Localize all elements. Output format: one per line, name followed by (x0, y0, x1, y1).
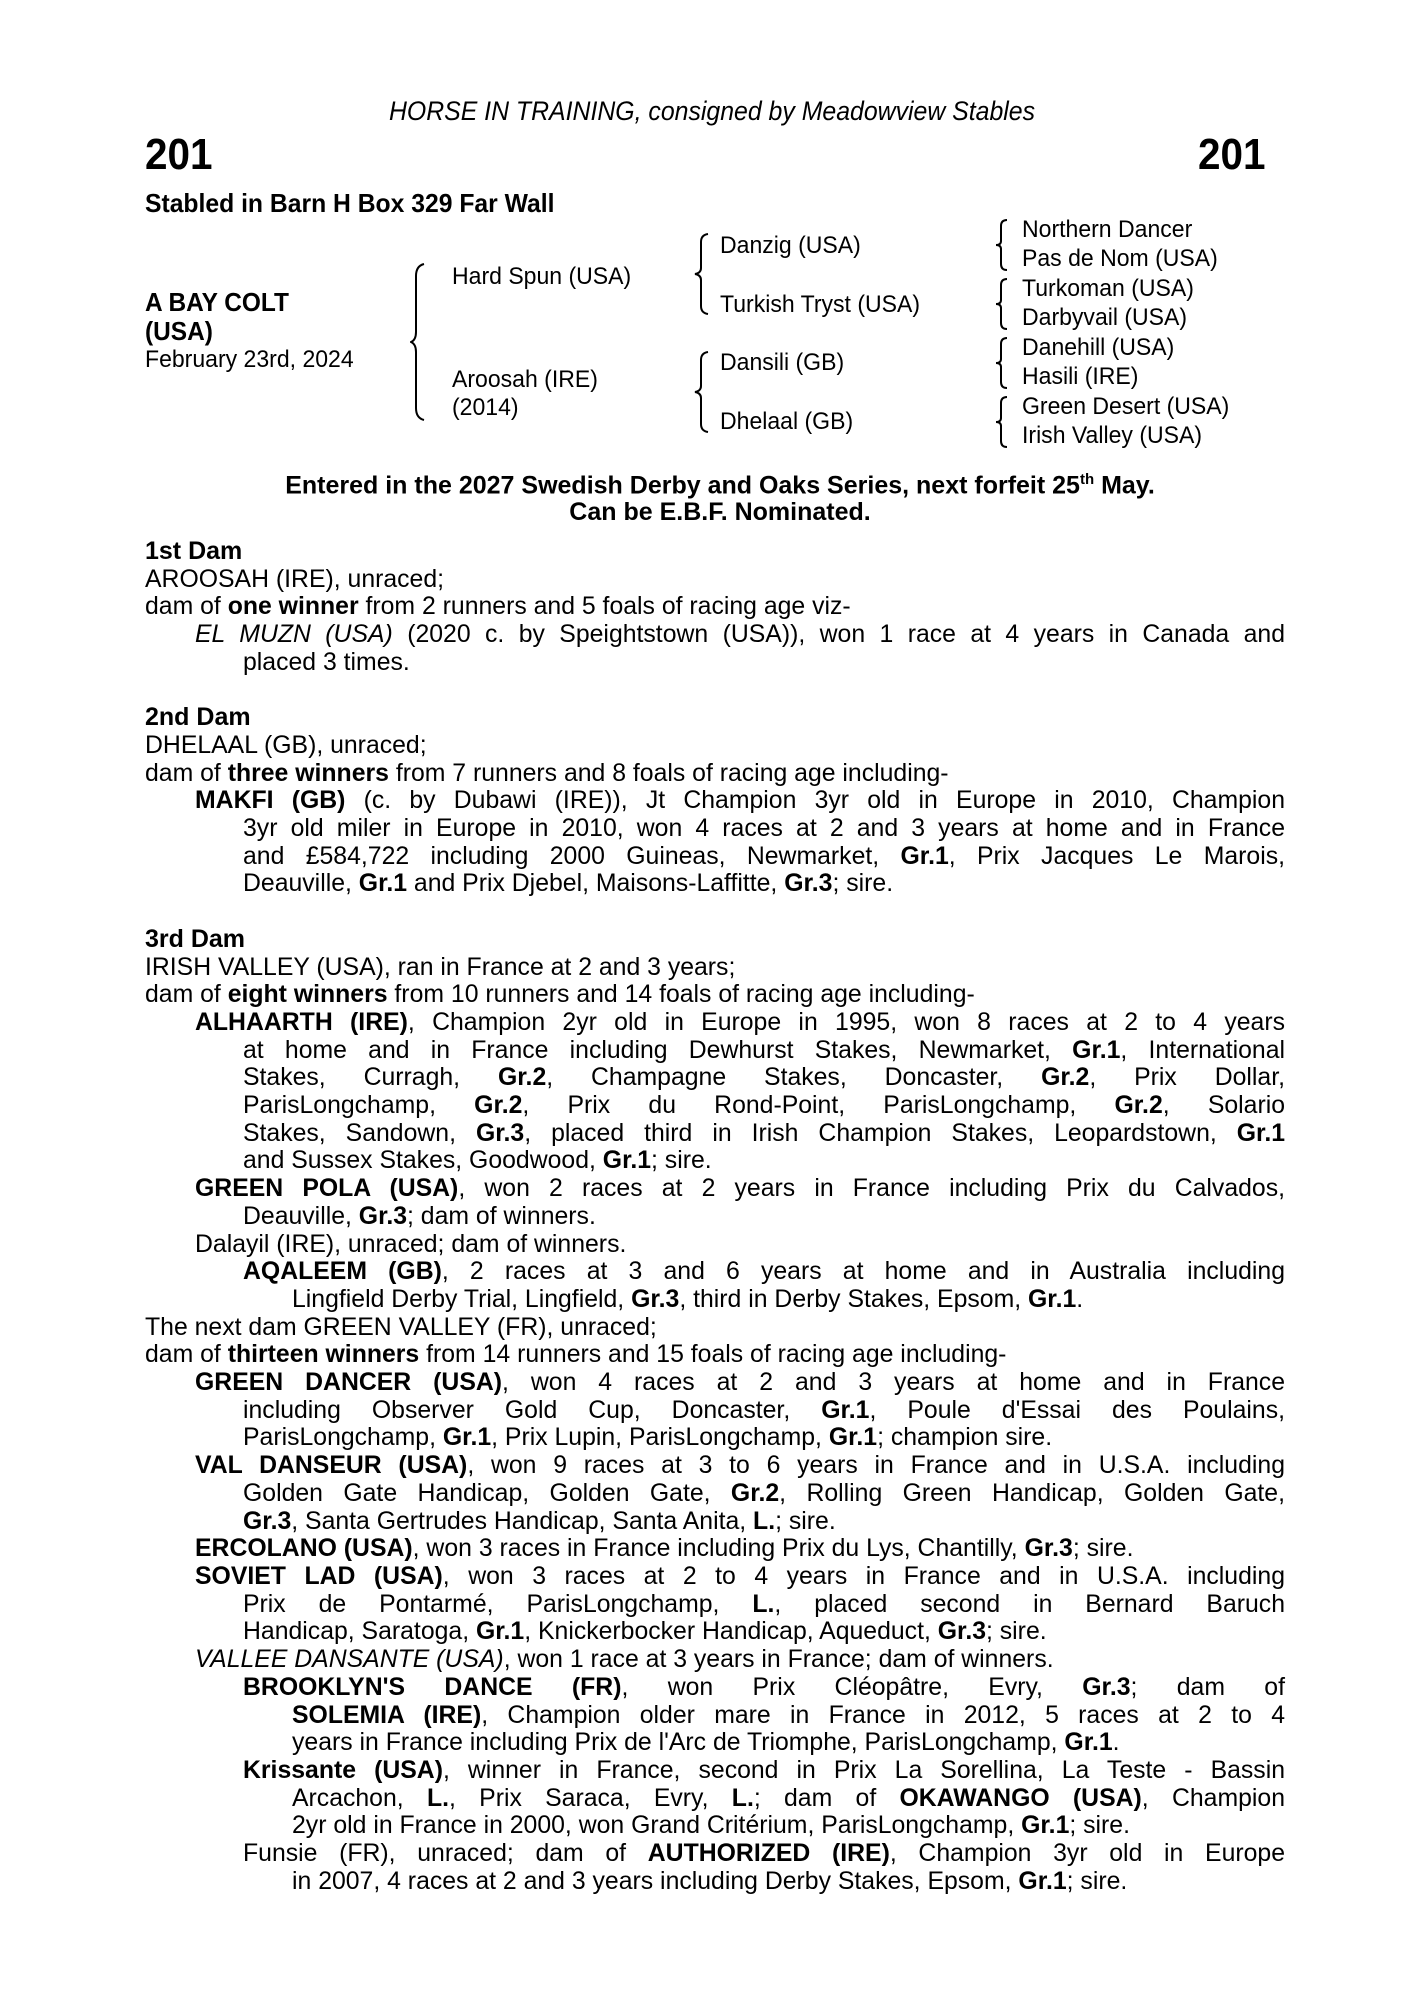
dam3-line (145, 1147, 1285, 1175)
text-run: dam of (145, 981, 228, 1009)
dam3-line (145, 1092, 1285, 1120)
text-run: ; sire. (1066, 1867, 1128, 1895)
bold-text: AQALEEM (GB) (243, 1258, 442, 1286)
text-run: , Rolling Green Handicap, Golden Gate, (779, 1479, 1285, 1507)
nextdam-line (145, 1757, 1285, 1785)
bold-text: L. (753, 1507, 776, 1535)
dam2-line (145, 787, 1285, 815)
text-run: , Champion 3yr old in Europe (889, 1840, 1285, 1868)
bold-text: Gr.1 (1021, 1812, 1070, 1840)
text-run: Deauville, (243, 1202, 359, 1230)
pedigree-dam-dam: Dhelaal (GB) (720, 408, 854, 435)
section-heading-3rd-dam: 3rd Dam (145, 924, 246, 953)
bold-text: Gr.1 (1236, 1119, 1285, 1147)
text-run: from 7 runners and 8 foals of racing age including- (388, 759, 949, 787)
text-run: in 2007, 4 races at 2 and 3 years including Derby Stakes, Epsom, (292, 1867, 1019, 1895)
bold-text: Gr.2 (730, 1479, 780, 1507)
nextdam-line (145, 1397, 1285, 1425)
text-run: (c. by Dubawi (IRE)), Jt Champion 3yr old in Europe in 2010, Champion (345, 787, 1285, 815)
text-run: , won 3 races at 2 to 4 years in France and in U.S.A. including (442, 1562, 1285, 1590)
dam2-line (145, 843, 1285, 871)
text-run: from 14 runners and 15 foals of racing age including- (419, 1341, 1007, 1369)
text-run: , Prix Dollar, (1089, 1064, 1285, 1092)
bold-text: Gr.3 (784, 870, 833, 898)
text-run: , Champion 2yr old in Europe in 1995, won 8 races at 2 to 4 years (407, 1008, 1286, 1036)
bold-text: ERCOLANO (USA) (195, 1535, 413, 1563)
pedigree-dam: Aroosah (IRE) (452, 366, 598, 393)
text-run: , Champion (1141, 1784, 1285, 1812)
bold-text: Gr.3 (937, 1618, 986, 1646)
dam2-line: DHELAAL (GB), unraced; (145, 731, 427, 759)
text-run: Stakes, Curragh, (243, 1064, 498, 1092)
text-run: Golden Gate Handicap, Golden Gate, (243, 1479, 731, 1507)
section-heading-2nd-dam: 2nd Dam (145, 703, 251, 732)
bold-text: Gr.3 (631, 1285, 680, 1313)
text-run: ; sire. (651, 1147, 712, 1175)
text-run: including Observer Gold Cup, Doncaster, (243, 1396, 822, 1424)
bold-text: Gr.1 (475, 1618, 525, 1646)
dam3-line (145, 1120, 1285, 1148)
text-run: , Poule d'Essai des Poulains, (869, 1396, 1285, 1424)
horse-country: (USA) (145, 316, 213, 346)
bold-text: thirteen winners (227, 1341, 420, 1369)
text-run: , placed third in Irish Champion Stakes, Leopardstown, (524, 1119, 1237, 1147)
bold-text: Gr.1 (828, 1424, 878, 1452)
text-run: , Champagne Stakes, Doncaster, (546, 1064, 1042, 1092)
text-run: , Santa Gertrudes Handicap, Santa Anita, (291, 1507, 754, 1535)
text-run: Lingfield Derby Trial, Lingfield, (292, 1285, 632, 1313)
dam2-line (145, 870, 1285, 898)
text-run: and Prix Djebel, Maisons-Laffitte, (407, 870, 785, 898)
bold-text: Gr.1 (1064, 1729, 1113, 1757)
text-run: , 2 races at 3 and 6 years at home and in Australia including (441, 1258, 1285, 1286)
pedigree-g3-6: Hasili (IRE) (1022, 363, 1139, 390)
text-run: ; sire. (1072, 1535, 1134, 1563)
pedigree-g3-7: Green Desert (USA) (1022, 393, 1230, 420)
text-run: ParisLongchamp, (243, 1092, 475, 1120)
text-run: ; champion sire. (877, 1424, 1053, 1452)
text-run: , placed second in Bernard Baruch (774, 1590, 1285, 1618)
text-run: years in France including Prix de l'Arc de Triomphe, ParisLongchamp, (292, 1729, 1065, 1757)
dam3-line (145, 1258, 1285, 1286)
bold-text: Gr.3 (1024, 1535, 1073, 1563)
text-run: , Prix du Rond-Point, ParisLongchamp, (522, 1092, 1115, 1120)
dam3-line (145, 981, 1285, 1009)
dam3-line: IRISH VALLEY (USA), ran in France at 2 and 3 years; (145, 953, 736, 981)
bold-text: Krissante (USA) (243, 1756, 443, 1784)
bold-text: Gr.2 (1041, 1064, 1090, 1092)
bold-text: GREEN POLA (USA) (195, 1175, 459, 1203)
pedigree-sire-dam: Turkish Tryst (USA) (720, 291, 921, 318)
nextdam-line (145, 1452, 1285, 1480)
nextdam-line (145, 1535, 1285, 1563)
horse-name: A BAY COLT (145, 287, 289, 317)
text-run: , won 2 races at 2 years in France including Prix du Calvados, (458, 1175, 1285, 1203)
text-run: Deauville, (243, 870, 359, 898)
text-run: (2020 c. by Speightstown (USA)), won 1 race at 4 years in Canada and (392, 621, 1285, 649)
text-run: , Prix Lupin, ParisLongchamp, (491, 1424, 829, 1452)
lot-number-right: 201 (1198, 130, 1266, 179)
nextdam-line (145, 1868, 1285, 1896)
nextdam-line (145, 1674, 1285, 1702)
dam3-line (145, 1175, 1285, 1203)
entries-line-1 (140, 466, 1300, 499)
text-run: Handicap, Saratoga, (243, 1618, 476, 1646)
stabling-location: Stabled in Barn H Box 329 Far Wall (145, 188, 555, 218)
bold-text: BROOKLYN'S DANCE (FR) (243, 1673, 622, 1701)
text-run: and Sussex Stakes, Goodwood, (243, 1147, 603, 1175)
nextdam-line (145, 1563, 1285, 1591)
bold-text: Gr.1 (821, 1396, 870, 1424)
pedigree-sire-sire: Danzig (USA) (720, 232, 861, 259)
pedigree-g3-2: Pas de Nom (USA) (1022, 245, 1218, 272)
text-run: , Prix Saraca, Evry, (448, 1784, 732, 1812)
bold-text: Gr.1 (442, 1424, 492, 1452)
bold-text: Gr.2 (474, 1092, 523, 1120)
bold-text: ALHAARTH (IRE) (195, 1008, 408, 1036)
pedigree-sire: Hard Spun (USA) (452, 263, 632, 290)
pedigree-dam-year: (2014) (452, 394, 519, 421)
pedigree-dam-sire: Dansili (GB) (720, 349, 845, 376)
bold-text: MAKFI (GB) (195, 787, 346, 815)
dam2-line (145, 760, 1285, 788)
bold-text: Gr.3 (475, 1119, 525, 1147)
nextdam-line (145, 1618, 1285, 1646)
brace-g3-1 (995, 218, 1011, 272)
produce-record (145, 538, 1285, 1895)
text-run: , won 4 races at 2 and 3 years at home and in France (502, 1369, 1285, 1397)
entries-line-2: Can be E.B.F. Nominated. (569, 498, 871, 527)
bold-text: Gr.3 (243, 1507, 292, 1535)
bold-text: three winners (227, 759, 389, 787)
text-run: , Prix Jacques Le Marois, (948, 842, 1285, 870)
pedigree-g3-4: Darbyvail (USA) (1022, 304, 1188, 331)
text-run: . (1076, 1285, 1084, 1313)
text-run: from 10 runners and 14 foals of racing age including- (387, 981, 975, 1009)
brace-sire-dam (410, 262, 430, 422)
bold-text: one winner (227, 593, 359, 621)
nextdam-line (145, 1369, 1285, 1397)
dam1-line: AROOSAH (IRE), unraced; (145, 565, 445, 593)
nextdam-line (145, 1480, 1285, 1508)
text-run: , Knickerbocker Handicap, Aqueduct, (524, 1618, 938, 1646)
nextdam-line (145, 1424, 1285, 1452)
paragraph-gap (145, 677, 1285, 705)
brace-g3-3 (995, 336, 1011, 390)
dam1-line (145, 621, 1285, 649)
nextdam-line: The next dam GREEN VALLEY (FR), unraced; (145, 1313, 657, 1341)
bold-text: SOLEMIA (IRE) (292, 1701, 482, 1729)
bold-text: Gr.2 (1114, 1092, 1163, 1120)
bold-text: GREEN DANCER (USA) (195, 1369, 503, 1397)
bold-text: Gr.1 (900, 842, 949, 870)
bold-text: L. (731, 1784, 754, 1812)
catalogue-header: HORSE IN TRAINING, consigned by Meadowview Stables (388, 96, 1036, 126)
pedigree-g3-3: Turkoman (USA) (1022, 275, 1194, 302)
pedigree-g3-1: Northern Dancer (1022, 216, 1193, 243)
bold-text: Gr.1 (358, 870, 408, 898)
text-run: , International (1120, 1036, 1285, 1064)
text-run: . (1112, 1729, 1120, 1757)
foaling-date: February 23rd, 2024 (145, 346, 354, 373)
text-run: , third in Derby Stakes, Epsom, (679, 1285, 1028, 1313)
text-run: at home and in France including Dewhurst Stakes, Newmarket, (243, 1036, 1073, 1064)
entries-ordinal: th (1079, 471, 1095, 488)
bold-text: SOVIET LAD (USA) (195, 1562, 443, 1590)
dam3-line: Dalayil (IRE), unraced; dam of winners. (195, 1230, 627, 1258)
text-run: ; sire. (1069, 1812, 1130, 1840)
text-run: ; dam of winners. (407, 1202, 596, 1230)
bold-text: eight winners (227, 981, 388, 1009)
bold-text: L. (426, 1784, 449, 1812)
entries-text: Entered in the 2027 Swedish Derby and Oaks Series, next forfeit 25 (285, 471, 1080, 500)
nextdam-line (145, 1591, 1285, 1619)
nextdam-line (145, 1812, 1285, 1840)
dam3-line (145, 1203, 1285, 1231)
text-run: , Solario (1162, 1092, 1286, 1120)
bold-text: AUTHORIZED (IRE) (647, 1840, 890, 1868)
text-run: from 2 runners and 5 foals of racing age viz- (358, 593, 851, 621)
dam3-line (145, 1037, 1285, 1065)
text-run: ; dam of (1130, 1673, 1285, 1701)
pedigree-g3-5: Danehill (USA) (1022, 334, 1175, 361)
brace-g3-2 (995, 277, 1011, 331)
pedigree-g3-8: Irish Valley (USA) (1022, 422, 1203, 449)
text-run: ; dam of (753, 1784, 900, 1812)
bold-text: Gr.3 (1082, 1673, 1131, 1701)
lot-number-left: 201 (145, 130, 213, 179)
text-run: dam of (145, 1341, 228, 1369)
text-run: Stakes, Sandown, (243, 1119, 476, 1147)
text-run: Arcachon, (292, 1784, 427, 1812)
nextdam-line (145, 1840, 1285, 1868)
bold-text: Gr.3 (358, 1202, 408, 1230)
entries-note (140, 466, 1300, 526)
bold-text: Gr.1 (1018, 1867, 1067, 1895)
text-run: , won 9 races at 3 to 6 years in France and in U.S.A. including (467, 1452, 1285, 1480)
text-run: ParisLongchamp, (243, 1424, 443, 1452)
bold-text: Gr.1 (1028, 1285, 1077, 1313)
text-run: ; sire. (832, 870, 894, 898)
italic-text: EL MUZN (USA) (195, 621, 393, 649)
nextdam-line (145, 1702, 1285, 1730)
text-run: , Champion older mare in France in 2012, 5 races at 2 to 4 (481, 1701, 1285, 1729)
bold-text: Gr.1 (602, 1147, 652, 1175)
bold-text: Gr.1 (1072, 1036, 1121, 1064)
text-run: Prix de Pontarmé, ParisLongchamp, (243, 1590, 753, 1618)
brace-dam-line (694, 350, 714, 434)
text-run: , winner in France, second in Prix La Sorellina, La Teste - Bassin (442, 1756, 1285, 1784)
text-run: , won 1 race at 3 years in France; dam of winners. (503, 1646, 1054, 1674)
text-run: ; sire. (775, 1507, 836, 1535)
dam3-line (145, 1064, 1285, 1092)
entries-month: May. (1094, 471, 1155, 500)
bold-text: VAL DANSEUR (USA) (195, 1452, 468, 1480)
nextdam-line (145, 1508, 1285, 1536)
nextdam-line (145, 1785, 1285, 1813)
dam1-line (145, 593, 1285, 621)
text-run: dam of (145, 593, 228, 621)
italic-text: VALLEE DANSANTE (USA) (195, 1646, 504, 1674)
text-run: dam of (145, 759, 228, 787)
bold-text: Gr.2 (497, 1064, 547, 1092)
text-run: 2yr old in France in 2000, won Grand Critérium, ParisLongchamp, (292, 1812, 1022, 1840)
bold-text: L. (752, 1590, 775, 1618)
dam1-line: placed 3 times. (243, 648, 410, 676)
dam3-line (145, 1009, 1285, 1037)
section-heading-1st-dam: 1st Dam (145, 537, 243, 565)
text-run: , won Prix Cléopâtre, Evry, (621, 1673, 1083, 1701)
text-run: ; sire. (986, 1618, 1047, 1646)
dam3-line (145, 1286, 1285, 1314)
nextdam-line (145, 1729, 1285, 1757)
nextdam-line (145, 1646, 1285, 1674)
paragraph-gap (145, 898, 1285, 926)
text-run: and £584,722 including 2000 Guineas, Newmarket, (243, 842, 901, 870)
text-run: Funsie (FR), unraced; dam of (243, 1840, 648, 1868)
bold-text: OKAWANGO (USA) (899, 1784, 1142, 1812)
nextdam-line (145, 1341, 1285, 1369)
brace-sire-line (694, 232, 714, 316)
text-run: , won 3 races in France including Prix du Lys, Chantilly, (412, 1535, 1025, 1563)
dam2-line: 3yr old miler in Europe in 2010, won 4 races at 2 and 3 years at home and in France (243, 815, 1285, 843)
brace-g3-4 (995, 395, 1011, 449)
